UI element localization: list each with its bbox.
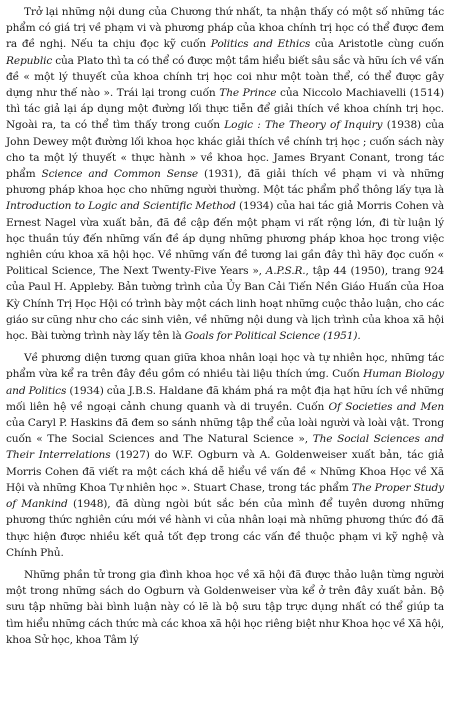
text-run: của Niccolo Machiavelli (1514) thì tác giả lại áp dụng một đường lối thực tiễn để giải thích về khoa chính trị học. Ngoài ra, ta có thể tìm thấy trong cuốn bbox=[6, 87, 444, 132]
text-run: , tập 44 (1950), trang 924 của Paul H. Appleby. Bản tường trình của Ủy Ban Cải Tiến Nền Giáo Huấn của Hoa Kỳ Chính Trị Học Hội có trình bày một cách linh hoạt những cuộc thảo luận, cho các giáo sư cũng như cho các sinh viên, về những nội dung và lịch trình của khoa xã hội học. Bài tường trình này lấy tên là bbox=[6, 265, 444, 343]
italic-title: Logic : The Theory of Inquiry bbox=[224, 119, 383, 132]
italic-title: Republic bbox=[6, 54, 53, 67]
text-run: (1934) của hai tác giả Morris Cohen và Ernest Nagel vừa xuất bản, đã đề cập đến một phạm vi rất rộng lớn, đi từ luận lý học thuần túy đến những vấn đề áp dụng những phương pháp khoa học trong việc nghiên cứu khoa xã hội học. Về những vấn đề tương lai gần đây thì hãy đọc cuốn « Political Science, The Next Twenty-Five Years », bbox=[6, 200, 444, 278]
text-run: của Aristotle cùng cuốn bbox=[310, 38, 444, 51]
italic-title: Science and Common Sense bbox=[41, 168, 199, 181]
paragraph-social-science-family bbox=[6, 567, 444, 648]
paragraph-political-science-readings bbox=[6, 4, 444, 344]
text-run: Về phương diện tương quan giữa khoa nhân loại học và tự nhiên học, những tác phẩm vừa kể ra trên đây đều gồm có nhiều tài liệu thích ứng. Cuốn bbox=[6, 352, 444, 381]
text-run: (1934) của J.B.S. Haldane đã khám phá ra một địa hạt hữu ích về những mối liên hệ về ngoại cảnh chung quanh và di truyền. Cuốn bbox=[6, 384, 444, 413]
text-run: Những phần tử trong gia đình khoa học về xã hội đã được thảo luận từng người một trong những sách do Ogburn và Goldenweiser vừa kể ở trên đây xuất bản. Bộ sưu tập những bài bình luận này có lẽ là bộ sưu tập trực dụng nhất có thể giúp ta tìm hiểu những cách thức mà các khoa xã hội học riêng biệt như Khoa học về Xã hội, khoa Sử học, khoa Tâm lý bbox=[6, 568, 444, 646]
text-run: (1948), đã dùng ngòi bút sắc bén của mình để tuyên dương những phương thức nghiên cứu mới về hành vi của nhân loại mà những phương thức đó đã thực hiện được nhiều kết quả tốt đẹp trong các vấn đề thuộc phạm vi kỹ nghệ và Chính Phủ. bbox=[6, 498, 445, 559]
italic-title: The Proper Study of Mankind bbox=[6, 481, 444, 511]
text-run: Trở lại những nội dung của Chương thứ nhất, ta nhận thấy có một số những tác phẩm có giá trị về phạm vi và phương pháp của khoa chính trị học có thể được đem ra đề nghị. Nếu ta chịu đọc kỹ cuốn bbox=[6, 6, 444, 51]
text-run: (1938) của John Dewey một đường lối khoa học khác giải thích về chính trị học ; cuốn sách này cho ta một lý thuyết « thực hành » về khoa học. James Bryant Conant, trong tác phẩm bbox=[6, 119, 444, 181]
italic-title: The Social Sciences and Their Interrelations bbox=[6, 433, 444, 462]
text-run: của Caryl P. Haskins đã đem so sánh những tập thể của loài người và loài vật. Trong cuốn « The Social Sciences and The Natural Science », bbox=[6, 417, 444, 446]
paragraph-natural-science-relations bbox=[6, 350, 444, 561]
italic-title: Human Biology and Politics bbox=[6, 368, 445, 397]
italic-title: Goals for Political Science (1951). bbox=[184, 330, 361, 343]
italic-title: A.P.S.R. bbox=[265, 265, 306, 278]
text-run: (1927) do W.F. Ogburn và A. Goldenweiser xuất bản, tác giả Morris Cohen đã viết ra một cách khá dễ hiểu về vấn đề « Những Khoa Học về Xã Hội và những Khoa Tự nhiên học ». Stuart Chase, trong tác phẩm bbox=[6, 449, 444, 494]
italic-title: Politics and Ethics bbox=[210, 38, 311, 51]
text-run: của Plato thì ta có thể có được một tầm hiểu biết sâu sắc và hữu ích về vấn đề « một lý thuyết của khoa chính trị học coi như một toàn thể, có thể được gây dựng như thế nào ». Trái lại trong cuốn bbox=[6, 54, 444, 100]
text-run: (1931), đã giải thích về phạm vi và những phương pháp khoa học cho những người thường. Một tác phẩm phổ thông lấy tựa là bbox=[6, 168, 445, 197]
italic-title: Of Societies and Men bbox=[328, 400, 444, 413]
italic-title: Introduction to Logic and Scientific Method bbox=[6, 200, 236, 213]
italic-title: The Prince bbox=[219, 87, 277, 100]
